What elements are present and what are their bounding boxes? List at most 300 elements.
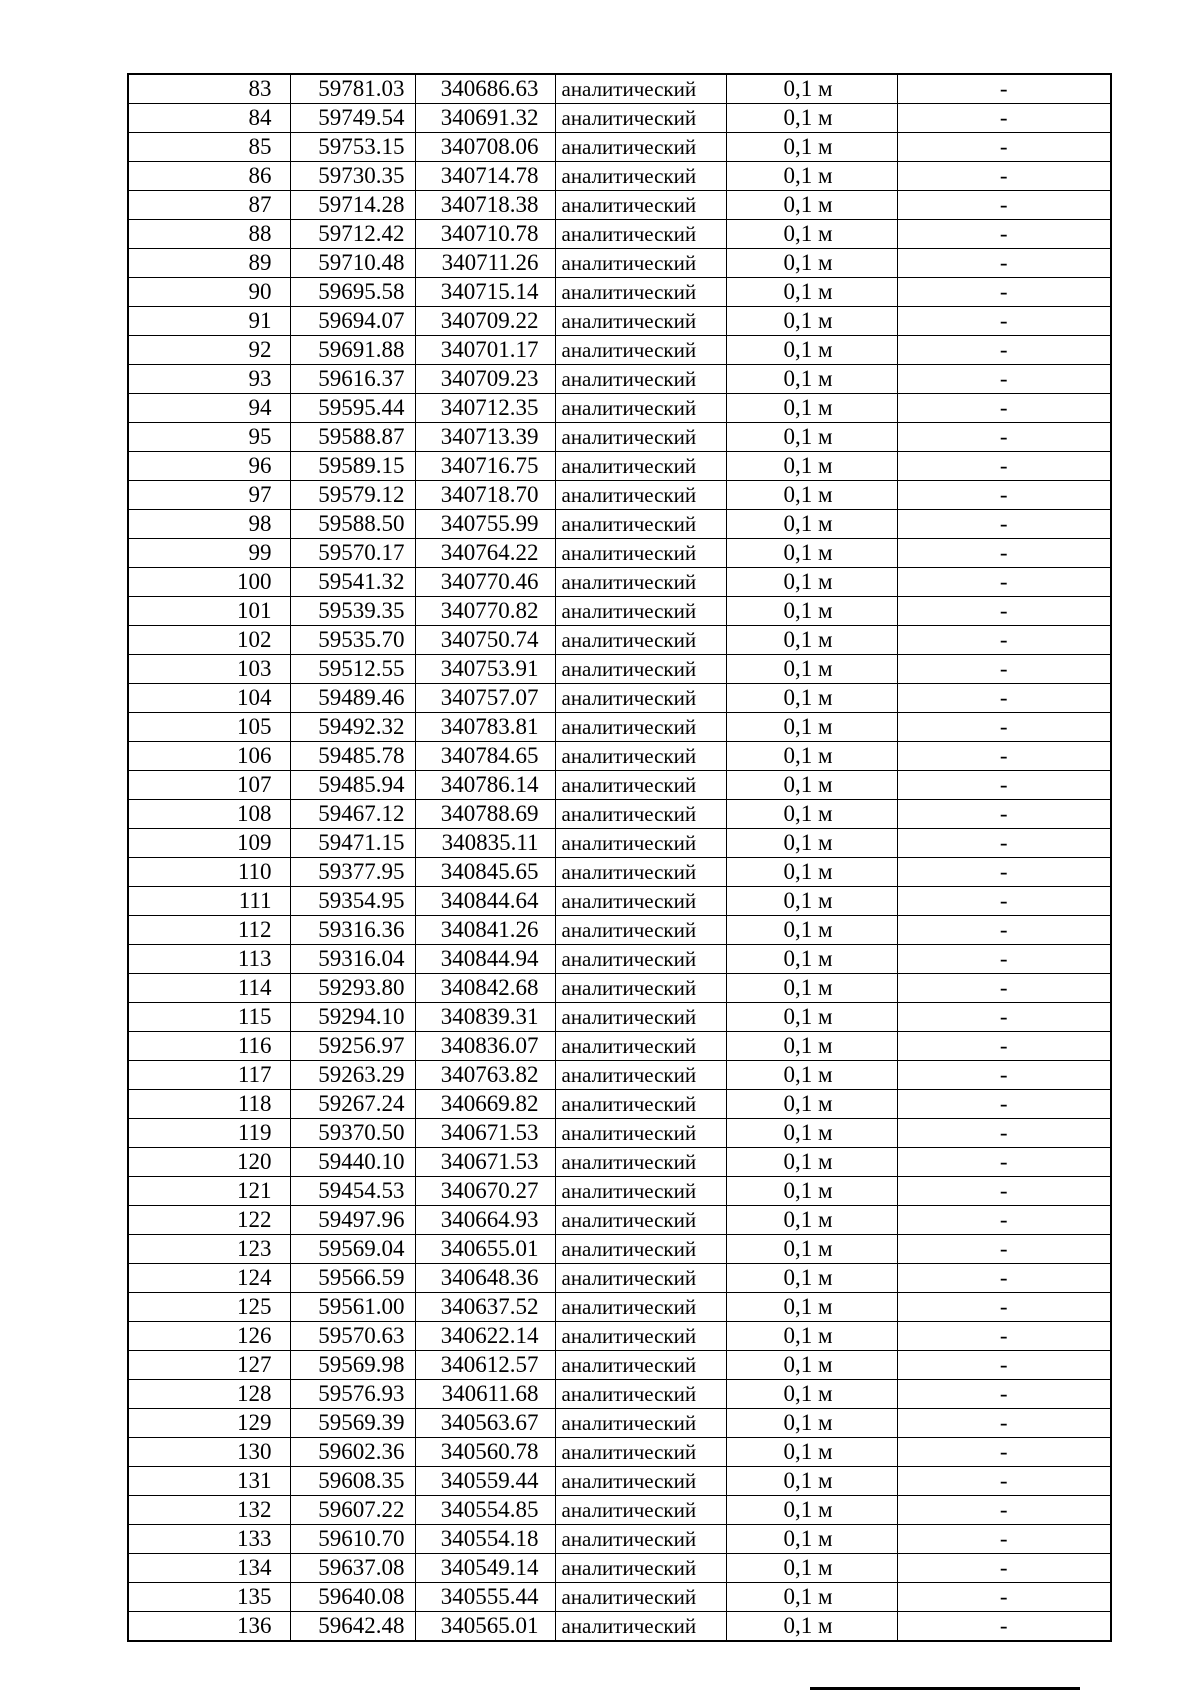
table-row <box>128 626 1111 655</box>
accuracy-cell: 0,1 м <box>726 278 897 307</box>
table-row <box>128 423 1111 452</box>
note-cell: - <box>897 1090 1111 1119</box>
method-cell: аналитический <box>555 1264 726 1293</box>
table-row <box>128 1003 1111 1032</box>
point-number-cell: 96 <box>128 452 290 481</box>
x-coordinate-cell: 59497.96 <box>290 1206 415 1235</box>
accuracy-cell: 0,1 м <box>726 249 897 278</box>
x-coordinate-cell: 59316.04 <box>290 945 415 974</box>
y-coordinate-cell: 340611.68 <box>415 1380 555 1409</box>
method-cell: аналитический <box>555 1351 726 1380</box>
point-number-cell: 125 <box>128 1293 290 1322</box>
method-cell: аналитический <box>555 1235 726 1264</box>
note-cell: - <box>897 597 1111 626</box>
note-cell: - <box>897 1061 1111 1090</box>
note-cell: - <box>897 1496 1111 1525</box>
method-cell: аналитический <box>555 684 726 713</box>
accuracy-cell: 0,1 м <box>726 423 897 452</box>
y-coordinate-cell: 340664.93 <box>415 1206 555 1235</box>
method-cell: аналитический <box>555 916 726 945</box>
note-cell: - <box>897 1351 1111 1380</box>
method-cell: аналитический <box>555 568 726 597</box>
method-cell: аналитический <box>555 1293 726 1322</box>
table-row <box>128 1032 1111 1061</box>
note-cell: - <box>897 1554 1111 1583</box>
method-cell: аналитический <box>555 1003 726 1032</box>
point-number-cell: 126 <box>128 1322 290 1351</box>
y-coordinate-cell: 340701.17 <box>415 336 555 365</box>
coordinates-table-body <box>128 74 1111 1641</box>
method-cell: аналитический <box>555 452 726 481</box>
note-cell: - <box>897 1409 1111 1438</box>
table-row <box>128 1467 1111 1496</box>
table-row <box>128 887 1111 916</box>
note-cell: - <box>897 684 1111 713</box>
accuracy-cell: 0,1 м <box>726 74 897 104</box>
y-coordinate-cell: 340786.14 <box>415 771 555 800</box>
table-row <box>128 452 1111 481</box>
y-coordinate-cell: 340712.35 <box>415 394 555 423</box>
method-cell: аналитический <box>555 626 726 655</box>
x-coordinate-cell: 59492.32 <box>290 713 415 742</box>
method-cell: аналитический <box>555 394 726 423</box>
point-number-cell: 100 <box>128 568 290 597</box>
accuracy-cell: 0,1 м <box>726 510 897 539</box>
method-cell: аналитический <box>555 1525 726 1554</box>
table-row <box>128 1380 1111 1409</box>
accuracy-cell: 0,1 м <box>726 713 897 742</box>
y-coordinate-cell: 340757.07 <box>415 684 555 713</box>
accuracy-cell: 0,1 м <box>726 887 897 916</box>
table-row <box>128 1612 1111 1642</box>
point-number-cell: 91 <box>128 307 290 336</box>
x-coordinate-cell: 59616.37 <box>290 365 415 394</box>
note-cell: - <box>897 220 1111 249</box>
table-row <box>128 655 1111 684</box>
note-cell: - <box>897 655 1111 684</box>
table-row <box>128 278 1111 307</box>
accuracy-cell: 0,1 м <box>726 626 897 655</box>
method-cell: аналитический <box>555 1119 726 1148</box>
note-cell: - <box>897 568 1111 597</box>
y-coordinate-cell: 340783.81 <box>415 713 555 742</box>
note-cell: - <box>897 510 1111 539</box>
method-cell: аналитический <box>555 713 726 742</box>
y-coordinate-cell: 340686.63 <box>415 74 555 104</box>
method-cell: аналитический <box>555 510 726 539</box>
x-coordinate-cell: 59440.10 <box>290 1148 415 1177</box>
table-row <box>128 684 1111 713</box>
accuracy-cell: 0,1 м <box>726 1061 897 1090</box>
table-row <box>128 1525 1111 1554</box>
table-row <box>128 191 1111 220</box>
y-coordinate-cell: 340710.78 <box>415 220 555 249</box>
y-coordinate-cell: 340709.23 <box>415 365 555 394</box>
table-row <box>128 1061 1111 1090</box>
accuracy-cell: 0,1 м <box>726 829 897 858</box>
x-coordinate-cell: 59263.29 <box>290 1061 415 1090</box>
y-coordinate-cell: 340555.44 <box>415 1583 555 1612</box>
table-row <box>128 1177 1111 1206</box>
point-number-cell: 133 <box>128 1525 290 1554</box>
accuracy-cell: 0,1 м <box>726 916 897 945</box>
x-coordinate-cell: 59714.28 <box>290 191 415 220</box>
table-row <box>128 1583 1111 1612</box>
y-coordinate-cell: 340655.01 <box>415 1235 555 1264</box>
table-row <box>128 1554 1111 1583</box>
method-cell: аналитический <box>555 1583 726 1612</box>
x-coordinate-cell: 59377.95 <box>290 858 415 887</box>
note-cell: - <box>897 539 1111 568</box>
note-cell: - <box>897 74 1111 104</box>
accuracy-cell: 0,1 м <box>726 1380 897 1409</box>
x-coordinate-cell: 59753.15 <box>290 133 415 162</box>
bottom-rule <box>810 1687 1080 1690</box>
y-coordinate-cell: 340755.99 <box>415 510 555 539</box>
x-coordinate-cell: 59637.08 <box>290 1554 415 1583</box>
y-coordinate-cell: 340560.78 <box>415 1438 555 1467</box>
accuracy-cell: 0,1 м <box>726 1583 897 1612</box>
y-coordinate-cell: 340716.75 <box>415 452 555 481</box>
table-row <box>128 829 1111 858</box>
x-coordinate-cell: 59608.35 <box>290 1467 415 1496</box>
y-coordinate-cell: 340559.44 <box>415 1467 555 1496</box>
table-row <box>128 307 1111 336</box>
point-number-cell: 108 <box>128 800 290 829</box>
note-cell: - <box>897 742 1111 771</box>
x-coordinate-cell: 59294.10 <box>290 1003 415 1032</box>
table-row <box>128 974 1111 1003</box>
table-row <box>128 713 1111 742</box>
note-cell: - <box>897 916 1111 945</box>
accuracy-cell: 0,1 м <box>726 539 897 568</box>
point-number-cell: 122 <box>128 1206 290 1235</box>
x-coordinate-cell: 59730.35 <box>290 162 415 191</box>
x-coordinate-cell: 59712.42 <box>290 220 415 249</box>
note-cell: - <box>897 249 1111 278</box>
table-row <box>128 742 1111 771</box>
accuracy-cell: 0,1 м <box>726 568 897 597</box>
method-cell: аналитический <box>555 1554 726 1583</box>
method-cell: аналитический <box>555 771 726 800</box>
point-number-cell: 115 <box>128 1003 290 1032</box>
note-cell: - <box>897 307 1111 336</box>
table-row <box>128 539 1111 568</box>
accuracy-cell: 0,1 м <box>726 307 897 336</box>
x-coordinate-cell: 59467.12 <box>290 800 415 829</box>
point-number-cell: 118 <box>128 1090 290 1119</box>
y-coordinate-cell: 340842.68 <box>415 974 555 1003</box>
y-coordinate-cell: 340750.74 <box>415 626 555 655</box>
point-number-cell: 131 <box>128 1467 290 1496</box>
accuracy-cell: 0,1 м <box>726 800 897 829</box>
method-cell: аналитический <box>555 1467 726 1496</box>
x-coordinate-cell: 59256.97 <box>290 1032 415 1061</box>
y-coordinate-cell: 340563.67 <box>415 1409 555 1438</box>
note-cell: - <box>897 1235 1111 1264</box>
point-number-cell: 129 <box>128 1409 290 1438</box>
point-number-cell: 93 <box>128 365 290 394</box>
table-row <box>128 1438 1111 1467</box>
accuracy-cell: 0,1 м <box>726 597 897 626</box>
note-cell: - <box>897 974 1111 1003</box>
note-cell: - <box>897 423 1111 452</box>
accuracy-cell: 0,1 м <box>726 220 897 249</box>
x-coordinate-cell: 59695.58 <box>290 278 415 307</box>
note-cell: - <box>897 278 1111 307</box>
y-coordinate-cell: 340612.57 <box>415 1351 555 1380</box>
accuracy-cell: 0,1 м <box>726 1554 897 1583</box>
point-number-cell: 112 <box>128 916 290 945</box>
point-number-cell: 128 <box>128 1380 290 1409</box>
accuracy-cell: 0,1 м <box>726 1264 897 1293</box>
note-cell: - <box>897 104 1111 133</box>
method-cell: аналитический <box>555 1177 726 1206</box>
y-coordinate-cell: 340622.14 <box>415 1322 555 1351</box>
y-coordinate-cell: 340753.91 <box>415 655 555 684</box>
point-number-cell: 117 <box>128 1061 290 1090</box>
x-coordinate-cell: 59579.12 <box>290 481 415 510</box>
point-number-cell: 99 <box>128 539 290 568</box>
accuracy-cell: 0,1 м <box>726 1206 897 1235</box>
note-cell: - <box>897 1148 1111 1177</box>
x-coordinate-cell: 59489.46 <box>290 684 415 713</box>
note-cell: - <box>897 1438 1111 1467</box>
accuracy-cell: 0,1 м <box>726 1409 897 1438</box>
accuracy-cell: 0,1 м <box>726 365 897 394</box>
y-coordinate-cell: 340836.07 <box>415 1032 555 1061</box>
note-cell: - <box>897 1206 1111 1235</box>
x-coordinate-cell: 59588.50 <box>290 510 415 539</box>
method-cell: аналитический <box>555 220 726 249</box>
note-cell: - <box>897 394 1111 423</box>
x-coordinate-cell: 59610.70 <box>290 1525 415 1554</box>
method-cell: аналитический <box>555 1032 726 1061</box>
table-row <box>128 365 1111 394</box>
point-number-cell: 123 <box>128 1235 290 1264</box>
x-coordinate-cell: 59370.50 <box>290 1119 415 1148</box>
point-number-cell: 113 <box>128 945 290 974</box>
table-row <box>128 133 1111 162</box>
table-row <box>128 858 1111 887</box>
method-cell: аналитический <box>555 1612 726 1642</box>
y-coordinate-cell: 340648.36 <box>415 1264 555 1293</box>
x-coordinate-cell: 59642.48 <box>290 1612 415 1642</box>
point-number-cell: 104 <box>128 684 290 713</box>
y-coordinate-cell: 340844.64 <box>415 887 555 916</box>
point-number-cell: 119 <box>128 1119 290 1148</box>
note-cell: - <box>897 336 1111 365</box>
note-cell: - <box>897 1032 1111 1061</box>
note-cell: - <box>897 481 1111 510</box>
method-cell: аналитический <box>555 1409 726 1438</box>
coordinates-table <box>127 73 1112 1642</box>
method-cell: аналитический <box>555 423 726 452</box>
note-cell: - <box>897 945 1111 974</box>
note-cell: - <box>897 800 1111 829</box>
table-row <box>128 597 1111 626</box>
x-coordinate-cell: 59781.03 <box>290 74 415 104</box>
x-coordinate-cell: 59561.00 <box>290 1293 415 1322</box>
x-coordinate-cell: 59569.04 <box>290 1235 415 1264</box>
table-row <box>128 1322 1111 1351</box>
method-cell: аналитический <box>555 597 726 626</box>
accuracy-cell: 0,1 м <box>726 945 897 974</box>
method-cell: аналитический <box>555 1206 726 1235</box>
point-number-cell: 110 <box>128 858 290 887</box>
y-coordinate-cell: 340671.53 <box>415 1148 555 1177</box>
accuracy-cell: 0,1 м <box>726 1003 897 1032</box>
y-coordinate-cell: 340845.65 <box>415 858 555 887</box>
y-coordinate-cell: 340691.32 <box>415 104 555 133</box>
accuracy-cell: 0,1 м <box>726 133 897 162</box>
table-row <box>128 1409 1111 1438</box>
x-coordinate-cell: 59570.17 <box>290 539 415 568</box>
x-coordinate-cell: 59595.44 <box>290 394 415 423</box>
table-row <box>128 1090 1111 1119</box>
x-coordinate-cell: 59485.94 <box>290 771 415 800</box>
note-cell: - <box>897 191 1111 220</box>
point-number-cell: 83 <box>128 74 290 104</box>
x-coordinate-cell: 59694.07 <box>290 307 415 336</box>
x-coordinate-cell: 59454.53 <box>290 1177 415 1206</box>
accuracy-cell: 0,1 м <box>726 1032 897 1061</box>
accuracy-cell: 0,1 м <box>726 858 897 887</box>
method-cell: аналитический <box>555 278 726 307</box>
method-cell: аналитический <box>555 481 726 510</box>
accuracy-cell: 0,1 м <box>726 1322 897 1351</box>
x-coordinate-cell: 59570.63 <box>290 1322 415 1351</box>
accuracy-cell: 0,1 м <box>726 655 897 684</box>
method-cell: аналитический <box>555 1148 726 1177</box>
point-number-cell: 114 <box>128 974 290 1003</box>
accuracy-cell: 0,1 м <box>726 1148 897 1177</box>
y-coordinate-cell: 340788.69 <box>415 800 555 829</box>
method-cell: аналитический <box>555 307 726 336</box>
x-coordinate-cell: 59267.24 <box>290 1090 415 1119</box>
point-number-cell: 85 <box>128 133 290 162</box>
y-coordinate-cell: 340835.11 <box>415 829 555 858</box>
point-number-cell: 106 <box>128 742 290 771</box>
x-coordinate-cell: 59485.78 <box>290 742 415 771</box>
note-cell: - <box>897 133 1111 162</box>
accuracy-cell: 0,1 м <box>726 162 897 191</box>
point-number-cell: 130 <box>128 1438 290 1467</box>
note-cell: - <box>897 1525 1111 1554</box>
method-cell: аналитический <box>555 655 726 684</box>
method-cell: аналитический <box>555 742 726 771</box>
y-coordinate-cell: 340549.14 <box>415 1554 555 1583</box>
point-number-cell: 86 <box>128 162 290 191</box>
table-row <box>128 568 1111 597</box>
point-number-cell: 84 <box>128 104 290 133</box>
note-cell: - <box>897 829 1111 858</box>
note-cell: - <box>897 771 1111 800</box>
note-cell: - <box>897 713 1111 742</box>
table-row <box>128 481 1111 510</box>
accuracy-cell: 0,1 м <box>726 481 897 510</box>
y-coordinate-cell: 340764.22 <box>415 539 555 568</box>
method-cell: аналитический <box>555 74 726 104</box>
accuracy-cell: 0,1 м <box>726 394 897 423</box>
x-coordinate-cell: 59710.48 <box>290 249 415 278</box>
y-coordinate-cell: 340670.27 <box>415 1177 555 1206</box>
note-cell: - <box>897 626 1111 655</box>
x-coordinate-cell: 59588.87 <box>290 423 415 452</box>
method-cell: аналитический <box>555 336 726 365</box>
accuracy-cell: 0,1 м <box>726 1235 897 1264</box>
note-cell: - <box>897 1380 1111 1409</box>
method-cell: аналитический <box>555 249 726 278</box>
method-cell: аналитический <box>555 1061 726 1090</box>
note-cell: - <box>897 452 1111 481</box>
y-coordinate-cell: 340770.46 <box>415 568 555 597</box>
y-coordinate-cell: 340718.38 <box>415 191 555 220</box>
x-coordinate-cell: 59576.93 <box>290 1380 415 1409</box>
table-row <box>128 162 1111 191</box>
table-row <box>128 1206 1111 1235</box>
x-coordinate-cell: 59569.39 <box>290 1409 415 1438</box>
x-coordinate-cell: 59566.59 <box>290 1264 415 1293</box>
method-cell: аналитический <box>555 858 726 887</box>
note-cell: - <box>897 1264 1111 1293</box>
table-row <box>128 1264 1111 1293</box>
table-row <box>128 1293 1111 1322</box>
table-row <box>128 1351 1111 1380</box>
method-cell: аналитический <box>555 974 726 1003</box>
point-number-cell: 92 <box>128 336 290 365</box>
note-cell: - <box>897 1583 1111 1612</box>
note-cell: - <box>897 365 1111 394</box>
y-coordinate-cell: 340637.52 <box>415 1293 555 1322</box>
x-coordinate-cell: 59749.54 <box>290 104 415 133</box>
x-coordinate-cell: 59512.55 <box>290 655 415 684</box>
x-coordinate-cell: 59471.15 <box>290 829 415 858</box>
x-coordinate-cell: 59640.08 <box>290 1583 415 1612</box>
x-coordinate-cell: 59293.80 <box>290 974 415 1003</box>
method-cell: аналитический <box>555 829 726 858</box>
y-coordinate-cell: 340839.31 <box>415 1003 555 1032</box>
method-cell: аналитический <box>555 191 726 220</box>
point-number-cell: 88 <box>128 220 290 249</box>
x-coordinate-cell: 59602.36 <box>290 1438 415 1467</box>
x-coordinate-cell: 59316.36 <box>290 916 415 945</box>
accuracy-cell: 0,1 м <box>726 684 897 713</box>
table-row <box>128 336 1111 365</box>
y-coordinate-cell: 340784.65 <box>415 742 555 771</box>
accuracy-cell: 0,1 м <box>726 974 897 1003</box>
x-coordinate-cell: 59539.35 <box>290 597 415 626</box>
x-coordinate-cell: 59535.70 <box>290 626 415 655</box>
point-number-cell: 136 <box>128 1612 290 1642</box>
table-row <box>128 771 1111 800</box>
accuracy-cell: 0,1 м <box>726 1612 897 1642</box>
y-coordinate-cell: 340554.18 <box>415 1525 555 1554</box>
method-cell: аналитический <box>555 945 726 974</box>
accuracy-cell: 0,1 м <box>726 1467 897 1496</box>
note-cell: - <box>897 1119 1111 1148</box>
y-coordinate-cell: 340713.39 <box>415 423 555 452</box>
point-number-cell: 132 <box>128 1496 290 1525</box>
accuracy-cell: 0,1 м <box>726 1090 897 1119</box>
method-cell: аналитический <box>555 1438 726 1467</box>
point-number-cell: 98 <box>128 510 290 539</box>
method-cell: аналитический <box>555 162 726 191</box>
table-row <box>128 1496 1111 1525</box>
note-cell: - <box>897 1177 1111 1206</box>
accuracy-cell: 0,1 м <box>726 336 897 365</box>
table-row <box>128 1119 1111 1148</box>
